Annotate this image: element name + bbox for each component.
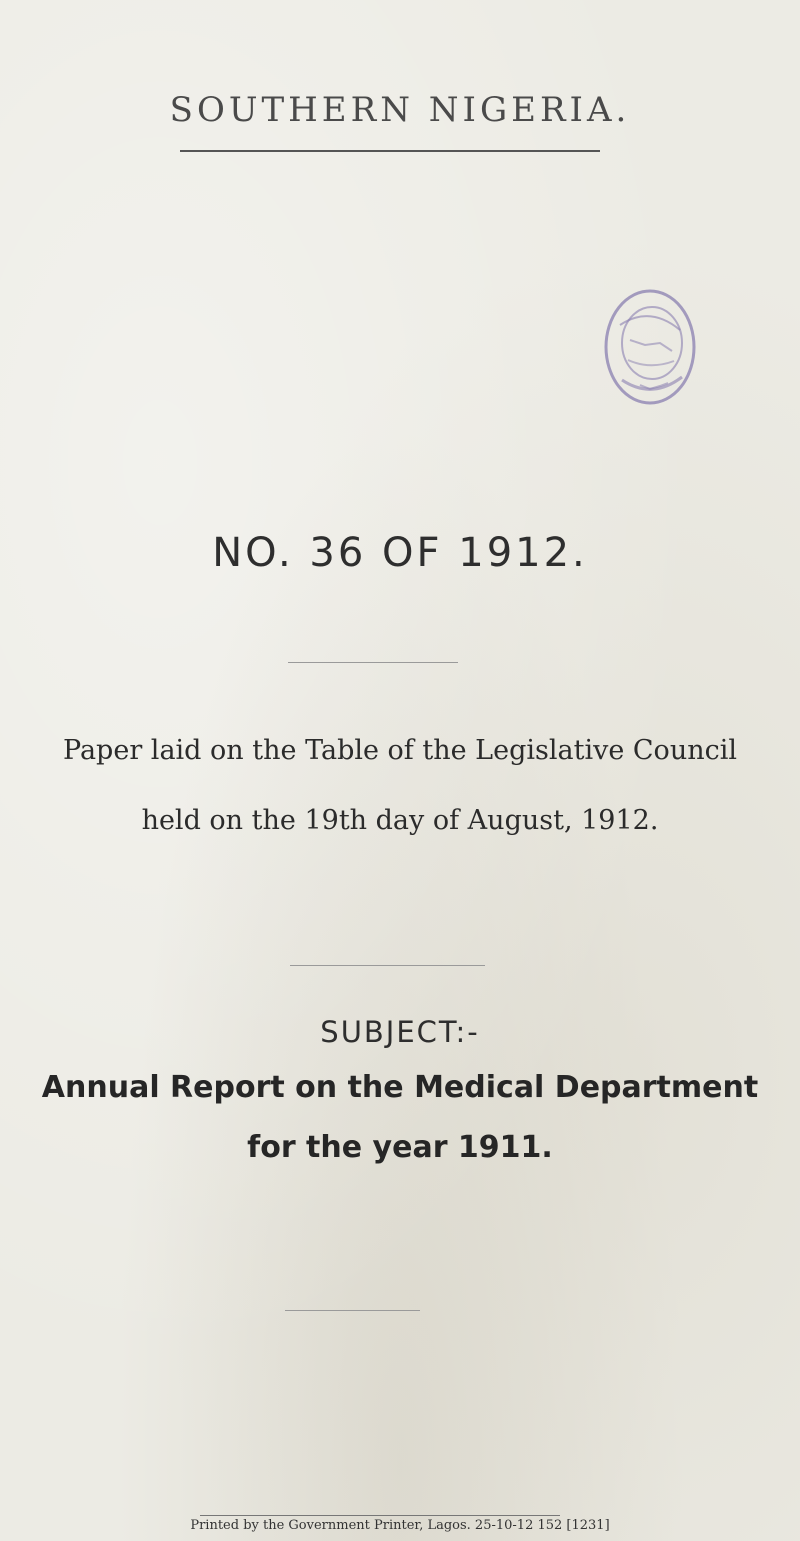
subject-label: SUBJECT:-: [320, 1015, 480, 1049]
paper-laid-line-1: Paper laid on the Table of the Legislative Council: [63, 735, 737, 766]
footer-rule: [200, 1515, 560, 1516]
subject-line-2: for the year 1911.: [247, 1130, 553, 1165]
divider: [290, 965, 485, 966]
colony-title: SOUTHERN NIGERIA.: [169, 90, 631, 130]
paper-laid-line-2: held on the 19th day of August, 1912.: [141, 805, 659, 836]
subject-line-1: Annual Report on the Medical Department: [41, 1070, 759, 1105]
divider: [288, 662, 458, 663]
document-number: NO. 36 OF 1912.: [212, 530, 588, 576]
library-stamp-icon: [600, 285, 700, 410]
divider: [285, 1310, 420, 1311]
printer-imprint: Printed by the Government Printer, Lagos. 25-10-12 152 [1231]: [190, 1518, 610, 1533]
title-rule: [180, 150, 600, 152]
